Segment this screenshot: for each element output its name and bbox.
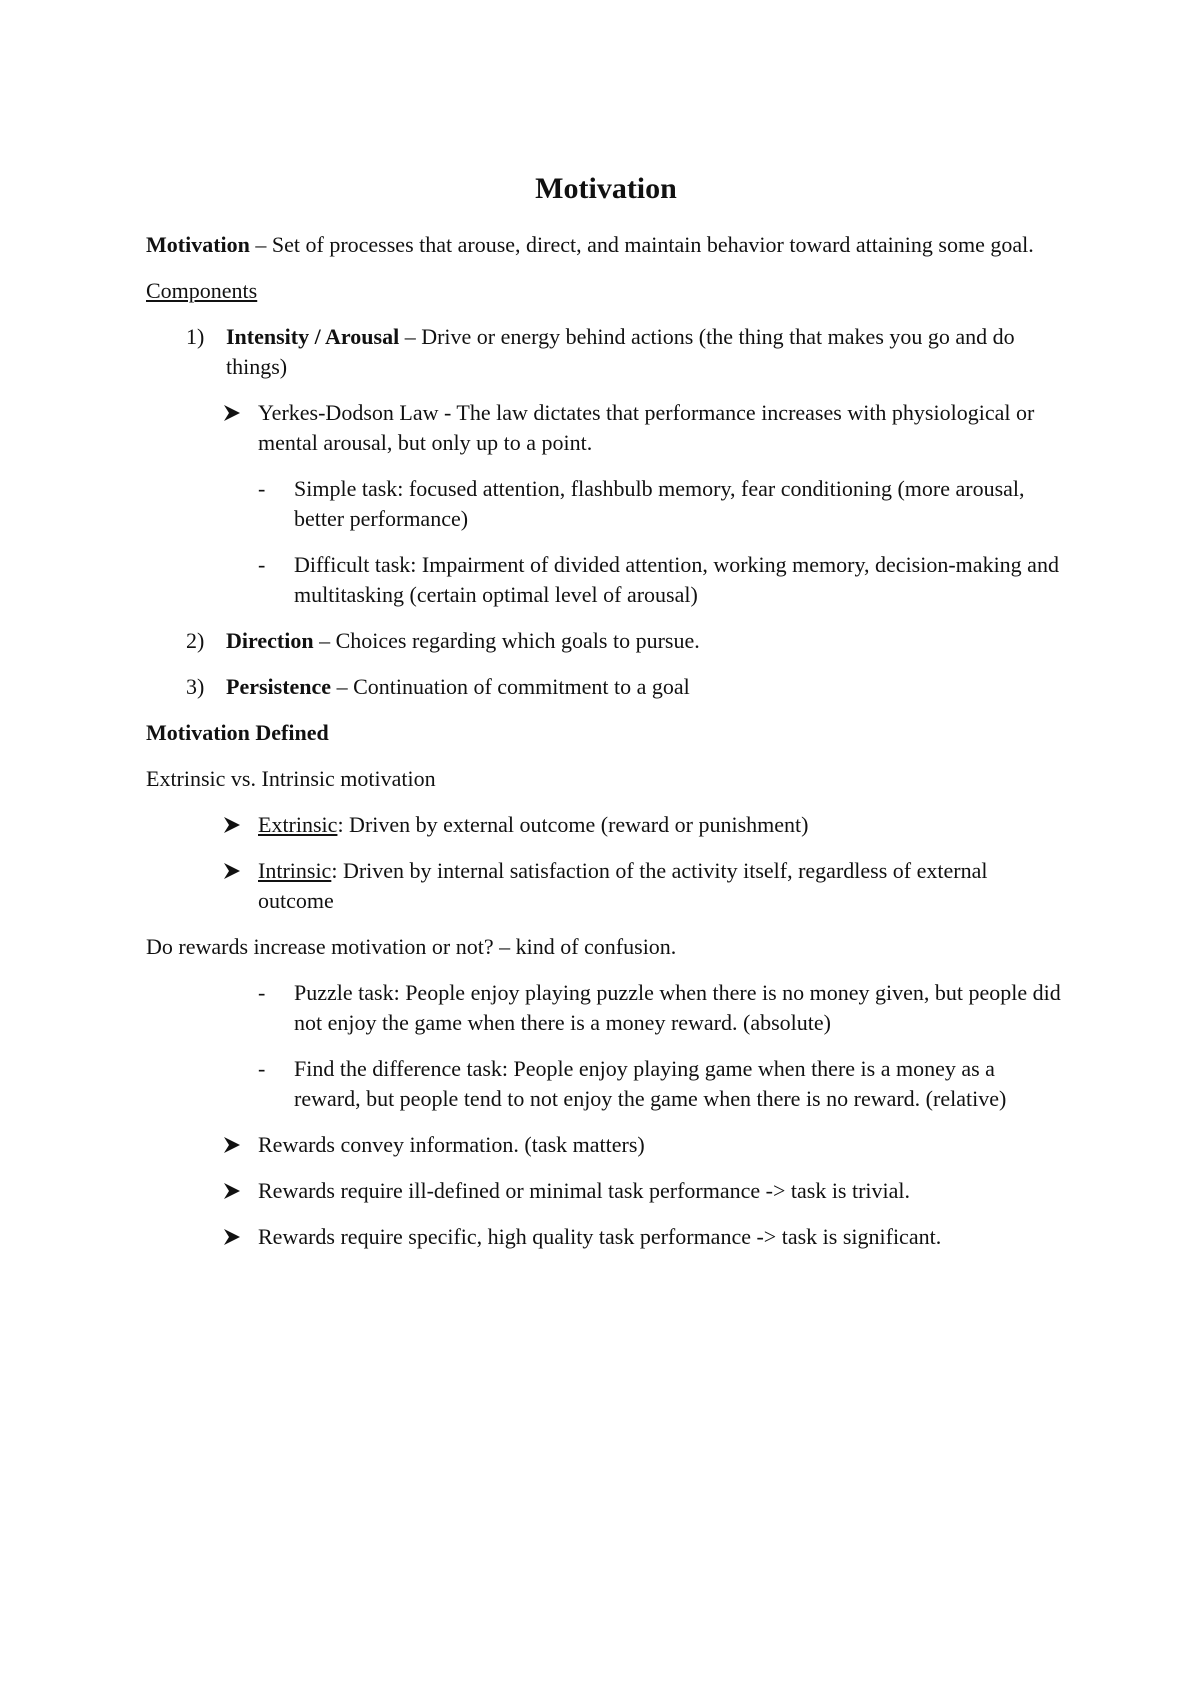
arrow-bullet-icon: [222, 810, 258, 840]
component-item-persistence: [146, 672, 1066, 702]
arrow-bullet-icon: [222, 1176, 258, 1206]
dash-bullet: -: [258, 476, 266, 501]
component-term: Persistence: [226, 674, 332, 699]
list-number: 1): [186, 324, 205, 349]
component-text: – Drive or energy behind actions (the thing that makes you go and do things): [226, 324, 1015, 379]
document-page: [146, 170, 1066, 1268]
component-item-intensity: [146, 322, 1066, 382]
arrow-bullet-icon: [222, 1130, 258, 1160]
component-text: – Choices regarding which goals to pursue.: [313, 628, 700, 653]
list-item-puzzle-task: - Puzzle task: People enjoy playing puzzle when there is no money given, but people did not enjoy the game when there is a money reward. (absolute): [146, 978, 1066, 1038]
component-item-direction: [146, 626, 1066, 656]
list-item-simple-task: - Simple task: focused attention, flashbulb memory, fear conditioning (more arousal, better performance): [146, 474, 1066, 534]
reward-point-item: Rewards require ill-defined or minimal task performance -> task is trivial.: [146, 1176, 1066, 1206]
reward-point-item: Rewards require specific, high quality task performance -> task is significant.: [146, 1222, 1066, 1252]
definition-term: Motivation: [146, 232, 250, 257]
yerkes-dodson-text: Yerkes-Dodson Law - The law dictates that performance increases with physiological or mental arousal, but only up to a point.: [258, 400, 1035, 455]
arrow-bullet-icon: [222, 398, 258, 458]
yerkes-dodson-item: [146, 398, 1066, 458]
intrinsic-item: Intrinsic: Driven by internal satisfaction of the activity itself, regardless of external outcome: [146, 856, 1066, 916]
dash-bullet: -: [258, 552, 266, 577]
rewards-question-line: Do rewards increase motivation or not? – kind of confusion.: [146, 934, 677, 959]
dash-bullet: -: [258, 1056, 266, 1081]
extrinsic-item: Extrinsic: Driven by external outcome (reward or punishment): [146, 810, 1066, 840]
list-number: 2): [186, 628, 205, 653]
component-text: – Continuation of commitment to a goal: [331, 674, 690, 699]
arrow-bullet-icon: [222, 856, 258, 916]
definition-paragraph: [146, 230, 1066, 260]
component-term: Direction: [226, 628, 314, 653]
motivation-defined-heading: Motivation Defined: [146, 720, 329, 745]
arrow-bullet-icon: [222, 1222, 258, 1252]
list-item-find-difference-task: - Find the difference task: People enjoy playing game when there is a money as a reward, but people tend to not enjoy the game when there is no reward. (relative): [146, 1054, 1066, 1114]
definition-text: – Set of processes that arouse, direct, and maintain behavior toward attaining some goal.: [249, 232, 1034, 257]
component-term: Intensity / Arousal: [226, 324, 400, 349]
list-number: 3): [186, 674, 205, 699]
dash-bullet: -: [258, 980, 266, 1005]
reward-point-item: Rewards convey information. (task matters): [146, 1130, 1066, 1160]
page-title: Motivation: [535, 172, 677, 205]
extrinsic-intrinsic-line: Extrinsic vs. Intrinsic motivation: [146, 766, 436, 791]
list-item-difficult-task: - Difficult task: Impairment of divided attention, working memory, decision-making and multitasking (certain optimal level of arousal): [146, 550, 1066, 610]
components-heading: Components: [146, 278, 258, 303]
